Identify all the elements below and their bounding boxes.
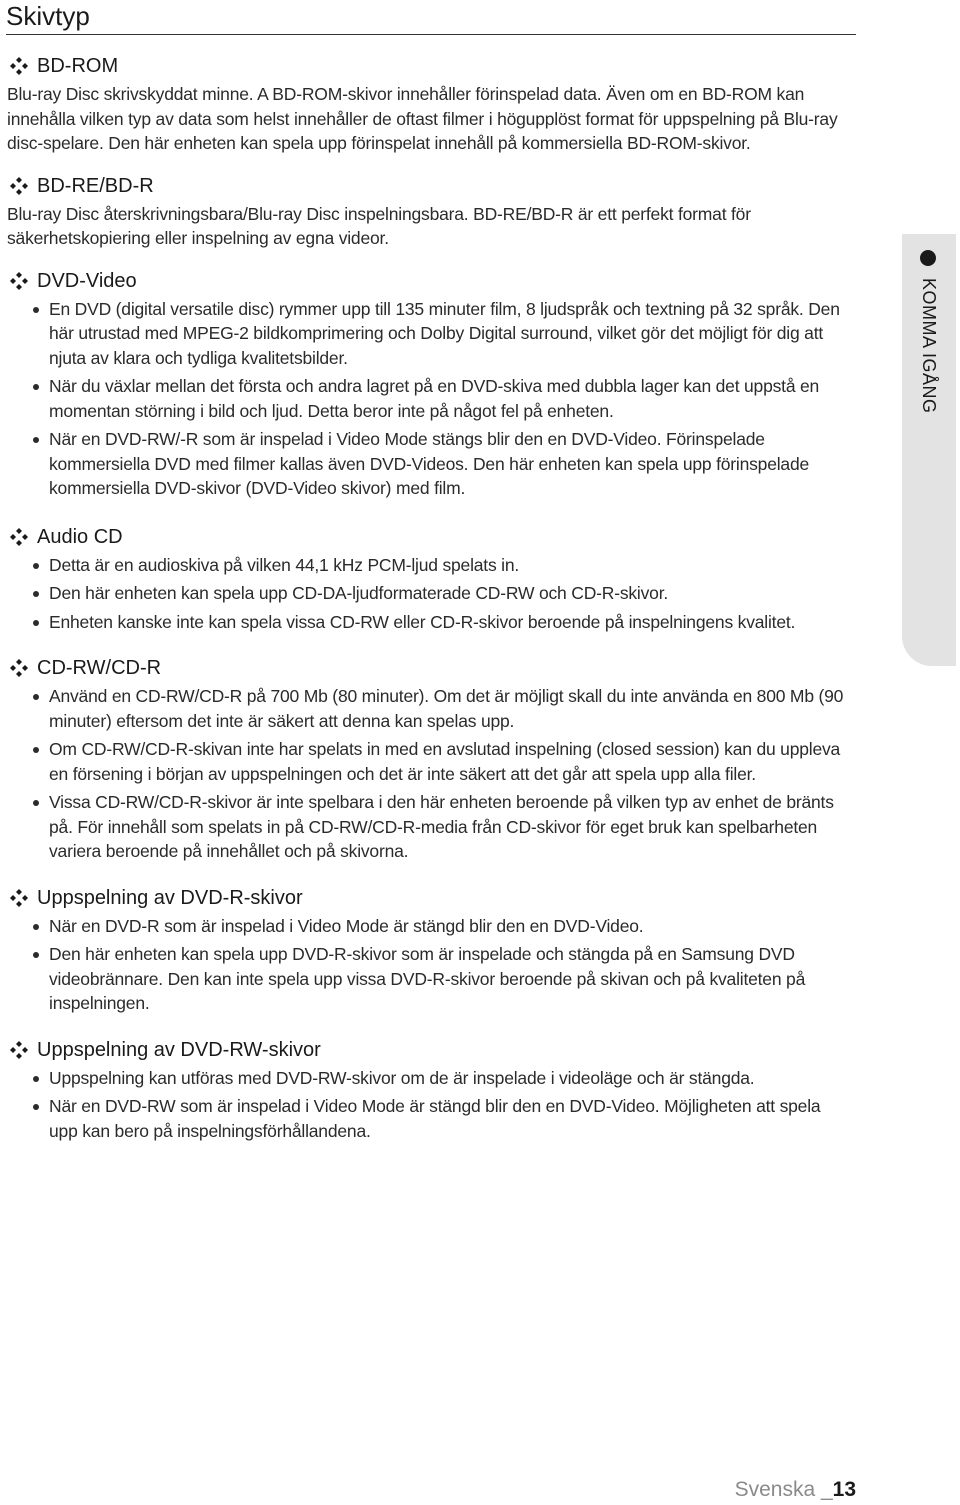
bullet-dot-icon xyxy=(33,1076,39,1082)
bullet-list xyxy=(7,914,852,1016)
section-heading xyxy=(7,884,852,912)
bullet-dot-icon xyxy=(33,800,39,806)
bullet-list xyxy=(7,1066,852,1144)
bullet-list xyxy=(7,297,852,501)
section-paragraph: Blu-ray Disc återskrivningsbara/Blu-ray Disc inspelningsbara. BD-RE/BD-R är ett perfekt format för säkerhetskopiering eller inspelning av egna videor. xyxy=(7,203,751,248)
bullet-dot-icon xyxy=(33,924,39,930)
list-item xyxy=(7,790,852,864)
section-dvd-video xyxy=(7,267,852,501)
list-item xyxy=(7,684,852,733)
section-cd-rw xyxy=(7,654,852,864)
list-item xyxy=(7,737,852,786)
section-heading xyxy=(7,52,852,80)
page-number: 13 xyxy=(832,1478,856,1501)
heading-text: BD-ROM xyxy=(37,55,119,77)
list-item-text: Den här enheten kan spela upp DVD-R-skivor som är inspelade och stängda på en Samsung DVD videobrännare. Den kan inte spela upp vissa DVD-R-skivor beroende på skivan och på kvaliteten på inspelningen. xyxy=(49,944,806,1013)
list-item-text: Enheten kanske inte kan spela vissa CD-RW eller CD-R-skivor beroende på inspelningens kvalitet. xyxy=(49,611,796,632)
bullet-dot-icon xyxy=(33,384,39,390)
bullet-dot-icon xyxy=(33,952,39,958)
list-item-text: En DVD (digital versatile disc) rymmer upp till 135 minuter film, 8 ljudspråk och textning på 32 språk. Den här utrustad med MPEG-2 bildkomprimering och Dolby Digital surround, vilket gör det möjligt för dig att njuta av klara och tydliga kvalitetsbilder. xyxy=(49,298,840,368)
list-item-text: När en DVD-RW som är inspelad i Video Mode är stängd blir den en DVD-Video. Möjligheten att spela upp kan bero på inspelningsförhållandena. xyxy=(49,1096,821,1141)
chapter-label: KOMMA IGÅNG xyxy=(919,278,939,414)
diamond-bullet-icon xyxy=(10,528,28,546)
heading-text: Uppspelning av DVD-R-skivor xyxy=(37,886,303,909)
list-item-text: Vissa CD-RW/CD-R-skivor är inte spelbara i den här enheten beroende på vilken typ av enhet de bränts på. För innehåll som spelats in på CD-RW/CD-R-media från CD-skivor för eget bruk kan spelbarheten variera beroende på innehållet och på skivorna. xyxy=(49,792,834,861)
diamond-bullet-icon xyxy=(10,889,28,907)
list-item xyxy=(7,914,852,939)
heading-text: DVD-Video xyxy=(37,269,137,292)
list-item xyxy=(7,581,852,606)
bullet-dot-icon xyxy=(33,694,39,700)
section-heading xyxy=(7,172,852,200)
section-heading xyxy=(7,1036,852,1064)
section-dvd-r-playback xyxy=(7,884,852,1016)
bullet-dot-icon xyxy=(33,563,39,569)
list-item xyxy=(7,374,852,423)
page-title: Skivtyp xyxy=(6,0,856,35)
section-bd-rom xyxy=(7,52,852,156)
bullet-dot-icon xyxy=(33,437,39,443)
heading-text: BD-RE/BD-R xyxy=(37,174,154,197)
section-dvd-rw-playback xyxy=(7,1036,852,1144)
list-item-text: När en DVD-RW/-R som är inspelad i Video Mode stängs blir den en DVD-Video. Förinspelade kommersiella DVD med filmer kallas även DVD-Videos. Den här enheten kan spela upp förinspelade kommersiella DVD-skivor (DVD-Video skivor) med film. xyxy=(49,429,810,498)
list-item xyxy=(7,610,852,635)
section-heading xyxy=(7,654,852,682)
bullet-dot-icon xyxy=(33,620,39,626)
bullet-list xyxy=(7,684,852,864)
list-item xyxy=(7,427,852,501)
bullet-dot-icon xyxy=(33,307,39,313)
list-item xyxy=(7,942,852,1016)
diamond-bullet-icon xyxy=(10,177,28,195)
list-item-text: Detta är en audioskiva på vilken 44,1 kHz PCM-ljud spelats in. xyxy=(49,554,520,575)
list-item-text: Uppspelning kan utföras med DVD-RW-skivor om de är inspelade i videoläge och är stängda. xyxy=(49,1067,755,1088)
list-item-text: Använd en CD-RW/CD-R på 700 Mb (80 minuter). Om det är möjligt skall du inte använda en 800 Mb (90 minuter) eftersom det inte är säkert att denna kan spelas upp. xyxy=(49,686,844,731)
section-audio-cd xyxy=(7,523,852,635)
diamond-bullet-icon xyxy=(10,272,28,290)
list-item-text: Den här enheten kan spela upp CD-DA-ljudformaterade CD-RW och CD-R-skivor. xyxy=(49,583,669,603)
list-item xyxy=(7,1094,852,1143)
list-item-text: När du växlar mellan det första och andra lagret på en DVD-skiva med dubbla lager kan det uppstå en momentan störning i bild och ljud. Detta beror inte på något fel på enheten. xyxy=(49,376,820,421)
list-item-text: Om CD-RW/CD-R-skivan inte har spelats in med en avslutad inspelning (closed session) kan du uppleva en försening i början av uppspelningen och det är inte säkert att det går att spela upp alla filer. xyxy=(49,739,841,784)
list-item xyxy=(7,553,852,578)
chapter-marker-icon xyxy=(920,250,936,266)
list-item xyxy=(7,297,852,371)
chapter-side-tab xyxy=(902,234,956,666)
section-paragraph: Blu-ray Disc skrivskyddat minne. A BD-ROM-skivor innehåller förinspelad data. Även om en BD-ROM kan innehålla vilken typ av data som helst innehåller de oftast filmer i högupplöst format för uppspelning på Blu-ray disc-spelare. Den här enheten kan spela upp förinspelat innehåll på kommersiella BD-ROM-skivor. xyxy=(7,84,838,153)
list-item xyxy=(7,1066,852,1091)
bullet-dot-icon xyxy=(33,747,39,753)
document-body xyxy=(7,52,852,1147)
section-heading xyxy=(7,523,852,551)
page-footer xyxy=(735,1478,856,1502)
bullet-dot-icon xyxy=(33,1104,39,1110)
heading-text: Uppspelning av DVD-RW-skivor xyxy=(37,1038,321,1061)
diamond-bullet-icon xyxy=(10,1041,28,1059)
section-bd-re xyxy=(7,172,852,251)
heading-text: Audio CD xyxy=(37,525,123,548)
list-item-text: När en DVD-R som är inspelad i Video Mode är stängd blir den en DVD-Video. xyxy=(49,915,644,936)
heading-text: CD-RW/CD-R xyxy=(37,657,162,679)
bullet-list xyxy=(7,553,852,635)
diamond-bullet-icon xyxy=(10,659,28,677)
section-heading xyxy=(7,267,852,295)
bullet-dot-icon xyxy=(33,591,39,597)
footer-language: Svenska _ xyxy=(734,1478,833,1501)
diamond-bullet-icon xyxy=(10,57,28,75)
